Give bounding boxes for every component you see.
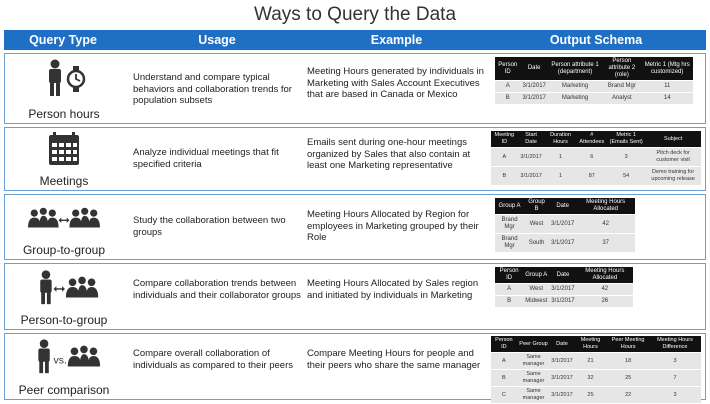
page-title: Ways to Query the Data [253, 4, 457, 25]
schema-cell: Brand Mgr [602, 81, 641, 93]
header-usage: Usage [198, 33, 236, 47]
query-type-label: Person hours [28, 107, 100, 121]
schema-col: Meeting ID [491, 131, 518, 148]
schema-cell: Pitch deck for customer visit [645, 148, 701, 167]
schema-col: Person attribute 1 (department) [548, 57, 602, 81]
schema-col: Person ID [495, 57, 521, 81]
schema-cell: B [491, 370, 517, 387]
schema-col: Meeting Hours Allocated [577, 267, 633, 284]
query-type-label: Peer comparison [18, 383, 110, 397]
schema-cell: 14 [641, 93, 693, 105]
calendar-icon [5, 131, 123, 171]
usage-text: Understand and compare typical behaviors and collaboration trends for population subsets [133, 72, 292, 106]
schema-cell: Brand Mgr [495, 234, 524, 253]
schema-cell: 26 [577, 296, 633, 308]
output-schema [491, 198, 703, 252]
schema-col: Date [549, 267, 576, 284]
schema-table [495, 267, 633, 307]
example-text: Meeting Hours generated by individuals in Marketing with Sales Account Executives that are based in Canada or Mexico [307, 66, 484, 100]
query-row-person-to-group [4, 263, 706, 330]
schema-cell: A [495, 284, 523, 296]
header-output-schema: Output Schema [549, 33, 643, 47]
schema-cell: South [524, 234, 549, 253]
output-schema [491, 57, 703, 104]
schema-col: # Attendees [576, 131, 607, 148]
query-type-label: Group-to-group [22, 243, 106, 257]
usage-text: Compare collaboration trends between individuals and their collaborator groups [133, 278, 301, 301]
output-schema [491, 131, 703, 185]
schema-cell: A [491, 148, 518, 167]
schema-cell: 3/1/2017 [521, 81, 548, 93]
schema-table [491, 336, 701, 403]
query-row-group-to-group [4, 194, 706, 260]
schema-col: Date [521, 57, 548, 81]
schema-cell: 42 [577, 284, 633, 296]
schema-col: Meeting Hours [574, 336, 608, 353]
schema-cell: 3/1/2017 [518, 148, 545, 167]
schema-cell: 25 [607, 370, 649, 387]
schema-cell: 3/1/2017 [549, 296, 576, 308]
schema-cell: 18 [607, 353, 649, 370]
schema-cell: 32 [574, 370, 608, 387]
usage-text: Study the collaboration between two groups [133, 215, 286, 238]
schema-cell: 22 [607, 387, 649, 404]
schema-cell: 37 [576, 234, 635, 253]
table-header [4, 30, 706, 50]
schema-cell: B [495, 296, 523, 308]
schema-col: Peer Group [517, 336, 551, 353]
schema-cell: 11 [641, 81, 693, 93]
example-text: Emails sent during one-hour meetings organized by Sales that also contain at least one Marketing representative [307, 137, 471, 171]
output-schema [491, 267, 703, 307]
schema-col: Person ID [495, 267, 523, 284]
schema-cell: 1 [545, 167, 577, 186]
schema-cell: Brand Mgr [495, 215, 524, 234]
schema-cell: Marketing [548, 93, 602, 105]
schema-cell: 1 [545, 148, 577, 167]
schema-cell: Marketing [548, 81, 602, 93]
schema-table [491, 131, 701, 185]
usage-text: Compare overall collaboration of individuals as compared to their peers [133, 348, 294, 371]
schema-col: Duration Hours [545, 131, 577, 148]
schema-cell: 54 [607, 167, 645, 186]
query-row-meetings [4, 127, 706, 191]
query-row-person-hours [4, 53, 706, 124]
schema-cell: West [524, 215, 549, 234]
schema-col: Person attribute 2 (role) [602, 57, 641, 81]
schema-col: Subject [645, 131, 701, 148]
schema-col: Date [549, 198, 576, 215]
schema-cell: 3/1/2017 [521, 93, 548, 105]
query-type-label: Person-to-group [20, 313, 108, 327]
output-schema [491, 336, 703, 403]
schema-cell: Midwest [523, 296, 549, 308]
schema-cell: West [523, 284, 549, 296]
schema-cell: A [491, 353, 517, 370]
schema-cell: 3/1/2017 [549, 215, 576, 234]
schema-col: Group A [523, 267, 549, 284]
schema-col: Meeting Hours Difference [649, 336, 701, 353]
schema-cell: 87 [576, 167, 607, 186]
schema-col: Start Date [518, 131, 545, 148]
schema-cell: 42 [576, 215, 635, 234]
schema-cell: Analyst [602, 93, 641, 105]
schema-table [495, 198, 635, 252]
schema-col: Date [550, 336, 573, 353]
vs-label: vs. [53, 355, 67, 367]
query-type-label: Meetings [39, 174, 89, 188]
person-vs-group-icon [5, 338, 123, 376]
schema-cell: 21 [574, 353, 608, 370]
schema-cell: 25 [574, 387, 608, 404]
schema-table [495, 57, 693, 104]
schema-cell: 3/1/2017 [550, 387, 573, 404]
header-query-type: Query Type [29, 33, 97, 47]
schema-col: Group B [524, 198, 549, 215]
schema-cell: B [491, 167, 518, 186]
schema-cell: 3/1/2017 [549, 234, 576, 253]
header-example: Example [370, 33, 423, 47]
schema-cell: Same manager [517, 387, 551, 404]
example-text: Meeting Hours Allocated by Region for employees in Marketing grouped by their Role [307, 209, 479, 243]
schema-col: Group A [495, 198, 524, 215]
schema-cell: Demo training for upcoming release [645, 167, 701, 186]
example-text: Compare Meeting Hours for people and their peers who share the same manager [307, 348, 481, 371]
schema-cell: 3/1/2017 [550, 370, 573, 387]
schema-cell: Same manager [517, 353, 551, 370]
usage-text: Analyze individual meetings that fit specified criteria [133, 147, 279, 170]
schema-cell: 3 [649, 353, 701, 370]
group-to-group-icon [5, 205, 123, 241]
query-type-cell [5, 334, 123, 399]
schema-col: Peer Meeting Hours [607, 336, 649, 353]
schema-cell: 3 [649, 387, 701, 404]
schema-col: Metric 1 (Mtg hrs customized) [641, 57, 693, 81]
schema-cell: 3/1/2017 [549, 284, 576, 296]
schema-cell: 3/1/2017 [518, 167, 545, 186]
schema-col: Meeting Hours Allocated [576, 198, 635, 215]
schema-cell: 3 [607, 148, 645, 167]
query-row-peer-comparison [4, 333, 706, 400]
person-to-group-icon [5, 269, 123, 307]
schema-cell: 3/1/2017 [550, 353, 573, 370]
schema-cell: B [495, 93, 521, 105]
schema-cell: Same manager [517, 370, 551, 387]
query-type-cell [5, 264, 123, 329]
query-type-cell [5, 54, 123, 123]
query-type-cell [5, 128, 123, 190]
schema-cell: A [495, 81, 521, 93]
schema-cell: 7 [649, 370, 701, 387]
schema-cell: C [491, 387, 517, 404]
schema-cell: 6 [576, 148, 607, 167]
schema-col: Metric 1 (Emails Sent) [607, 131, 645, 148]
query-type-cell [5, 195, 123, 259]
person-watch-icon [5, 58, 123, 98]
example-text: Meeting Hours Allocated by Sales region and initiated by individuals in Marketing [307, 278, 479, 301]
schema-col: Person ID [491, 336, 517, 353]
